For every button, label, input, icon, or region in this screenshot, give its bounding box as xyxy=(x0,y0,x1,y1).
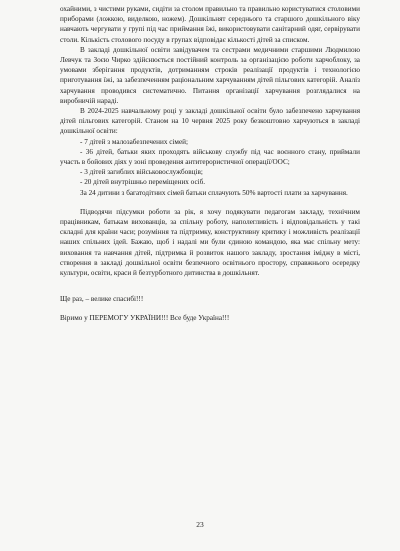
paragraph-privileged-meals: В 2024-2025 навчальному році у закладі дошкільної освіти було забезпечено харчування дітей пільгових категорій. Станом на 10 червня 2025 року безкоштовно харчуються в закладі дошкільної освіти: xyxy=(60,107,360,136)
list-item-displaced: - 20 дітей внутрішньо переміщених осіб. xyxy=(80,178,206,187)
paragraph-canteen-habits: охайними, з чистими руками, сидіти за столом правильно та правильно користуватися столовими приборами (ложкою, виделкою, ножем). Дошкільнят середнього та старшого дошкільного віку навчають чергувати у групі під час приймання їжі, використовувати санітарний одяг, сервірувати столи. Кількість столового посуду в групах відповідає кількості дітей за списком. xyxy=(60,5,360,44)
paragraph-victory: Віримо у ПЕРЕМОГУ УКРАЇНИ!!! Все буде Україна!!! xyxy=(60,314,230,323)
list-item-military: - 36 дітей, батьки яких проходять військову службу під час воєнного стану, приймали участь в бойових діях у зоні проведення антитерористичної операції/ООС; xyxy=(60,147,360,167)
paragraph-gratitude: Підводячи підсумки роботи за рік, я хочу подякувати педагогам закладу, технічним працівникам, батькам вихованців, за спільну роботу, наполегливість і відповідальність у такі складні для країни часи; розуміння та підтримку, конструктивну критику і можливість реалізації наших спільних ідей. Бажаю, щоб і надалі ми були єдиною командою, яка має спільну мету: виховання та навчання дітей, підтримка й розвиток нашого закладу, зростання іміджу в місті, створення в закладі дошкільної освіти безпечного освітнього простору, справжнього осередку культури, освіти, краси й безтурботного дитинства в дошкільнят. xyxy=(60,207,360,278)
list-item-low-income: - 7 дітей з малозабезпечених сімей; xyxy=(80,137,189,146)
paragraph-thanks: Ще раз, – велике спасибі!!! xyxy=(60,295,144,304)
body-text xyxy=(60,4,360,324)
paragraph-control: В закладі дошкільної освіти завідувачем та сестрами медичними старшими Людмилою Левчук та Зоєю Чирко здійснюється постійний контроль за організацією роботи харчоблоку, за умовами зберігання продуктів, дотриманням строків реалізації продуктів і технологією приготування їжі, за забезпеченням раціональним харчуванням дітей пільгових категорій. Аналіз харчування проводився систематично. Питання організації харчування розглядалися на виробничій нараді. xyxy=(60,45,360,105)
page-number: 23 xyxy=(196,520,204,529)
paragraph-large-families: За 24 дитини з багатодітних сімей батьки сплачують 50% вартості плати за харчування. xyxy=(80,188,348,197)
list-item-fallen: - 3 дітей загиблих військовослужбовців; xyxy=(80,168,203,177)
